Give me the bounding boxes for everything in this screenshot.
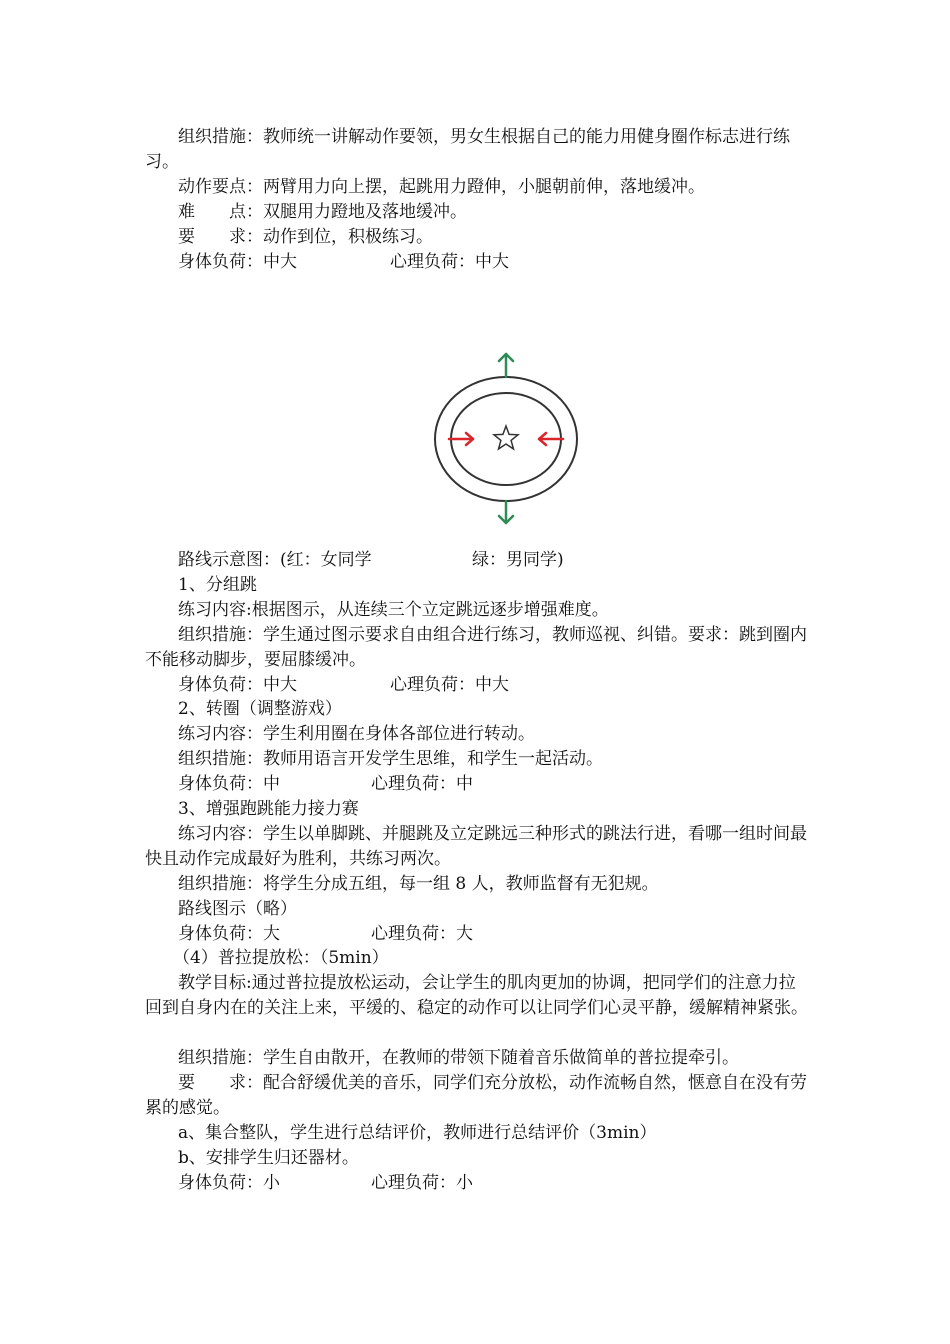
- caption-red: 路线示意图：(红：女同学: [178, 550, 372, 570]
- mental-load: 心理负荷：中: [371, 774, 473, 794]
- org-measures-paragraph: 组织措施：教师统一讲解动作要领，男女生根据自己的能力用健身圈作标志进行练习。: [145, 127, 790, 172]
- relax-step-a: a、集合整队，学生进行总结评价，教师进行总结评价（3min）: [178, 1123, 657, 1143]
- arrow-up-icon: [499, 354, 513, 377]
- mental-load: 心理负荷：大: [371, 924, 473, 944]
- physical-load: 身体负荷：中: [178, 774, 280, 794]
- star-icon: [494, 426, 518, 449]
- arrow-down-icon: [499, 501, 513, 523]
- relax-load: [178, 1171, 473, 1196]
- load-row-top: [178, 250, 509, 275]
- physical-load: 身体负荷：中大: [178, 675, 297, 695]
- activity-1-measures: 组织措施：学生通过图示要求自由组合进行练习，教师巡视、纠错。要求：跳到圈内不能移动脚步，要屈膝缓冲。: [145, 625, 807, 670]
- caption-green: 绿：男同学): [472, 550, 564, 570]
- activity-2-content: 练习内容：学生利用圈在身体各部位进行转动。: [178, 724, 535, 744]
- arrow-left-icon: [539, 433, 563, 445]
- mental-load: 心理负荷：中大: [390, 675, 509, 695]
- activity-1-load: [178, 673, 509, 698]
- relax-title: （4）普拉提放松：（5min）: [173, 948, 389, 968]
- activity-2-measures: 组织措施：教师用语言开发学生思维，和学生一起活动。: [178, 749, 603, 769]
- mental-load: 心理负荷：小: [371, 1173, 473, 1193]
- activity-3-measures: 组织措施：将学生分成五组，每一组 8 人，教师监督有无犯规。: [178, 874, 659, 894]
- diagram-caption: [178, 548, 564, 573]
- activity-3-content: 练习内容：学生以单脚跳、并腿跳及立定跳远三种形式的跳法行进，看哪一组时间最快且动作完成最好为胜利，共练习两次。: [145, 824, 807, 869]
- key-points-paragraph: 动作要点：两臂用力向上摆，起跳用力蹬伸，小腿朝前伸，落地缓冲。: [178, 177, 705, 197]
- activity-1-title: 1、分组跳: [178, 575, 257, 595]
- activity-3-load: [178, 922, 473, 947]
- relax-measures: 组织措施：学生自由散开，在教师的带领下随着音乐做简单的普拉提牵引。: [178, 1048, 739, 1068]
- mental-load: 心理负荷：中大: [390, 252, 509, 272]
- route-diagram: [428, 345, 584, 531]
- relax-goal: 教学目标:通过普拉提放松运动，会让学生的肌肉更加的协调，把同学们的注意力拉回到自身内在的关注上来，平缓的、稳定的动作可以让同学们心灵平静，缓解精神紧张。: [145, 973, 808, 1018]
- arrow-right-icon: [449, 433, 473, 445]
- requirement-paragraph: 要 求：动作到位，积极练习。: [178, 227, 433, 247]
- relax-step-b: b、安排学生归还器材。: [178, 1148, 359, 1168]
- relax-requirement: 要 求：配合舒缓优美的音乐，同学们充分放松，动作流畅自然，惬意自在没有劳累的感觉。: [145, 1073, 807, 1118]
- difficulty-paragraph: 难 点：双腿用力蹬地及落地缓冲。: [178, 202, 467, 222]
- activity-3-route: 路线图示（略）: [178, 899, 297, 919]
- activity-2-title: 2、转圈（调整游戏）: [178, 699, 342, 719]
- physical-load: 身体负荷：小: [178, 1173, 280, 1193]
- physical-load: 身体负荷：大: [178, 924, 280, 944]
- activity-1-content: 练习内容:根据图示，从连续三个立定跳远逐步增强难度。: [178, 600, 609, 620]
- activity-3-title: 3、增强跑跳能力接力赛: [178, 799, 359, 819]
- physical-load: 身体负荷：中大: [178, 252, 297, 272]
- activity-2-load: [178, 772, 473, 797]
